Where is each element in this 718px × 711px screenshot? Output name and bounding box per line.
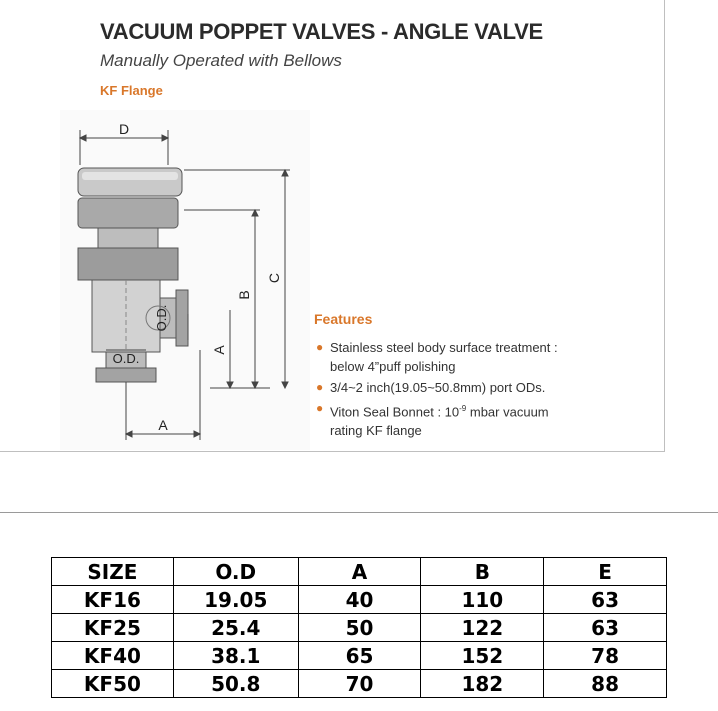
table-header-row — [52, 558, 667, 586]
table-cell: 70 — [298, 670, 421, 698]
header-od: O.D — [173, 558, 298, 586]
dim-label-c: C — [266, 272, 282, 284]
table-cell: 50.8 — [173, 670, 298, 698]
sheet-border-bottom — [0, 451, 665, 452]
table-cell: 19.05 — [173, 586, 298, 614]
table-cell: KF40 — [52, 642, 174, 670]
table-cell: 110 — [421, 586, 544, 614]
dim-label-d: D — [118, 121, 130, 137]
table-cell: 182 — [421, 670, 544, 698]
page-title: VACUUM POPPET VALVES - ANGLE VALVE — [100, 19, 543, 44]
table-cell: 65 — [298, 642, 421, 670]
table-cell: 50 — [298, 614, 421, 642]
feature-item: ● Stainless steel body surface treatment : below 4”puff polishing — [316, 340, 558, 374]
feature-item: ● 3/4~2 inch(19.05~50.8mm) port ODs. — [316, 380, 546, 395]
table-cell: 40 — [298, 586, 421, 614]
sheet-border-right — [664, 0, 665, 452]
table-cell: KF16 — [52, 586, 174, 614]
table-cell: 78 — [544, 642, 667, 670]
table-cell: 38.1 — [173, 642, 298, 670]
feature-item: ● Viton Seal Bonnet : $10^{-9}$ mbar vacuum rating KF flange — [316, 401, 549, 439]
table-cell: 63 — [544, 614, 667, 642]
dim-label-od-bottom: O.D. — [112, 351, 140, 366]
dim-label-a-vertical: A — [211, 345, 227, 355]
table-row — [52, 670, 667, 698]
table-cell: KF50 — [52, 670, 174, 698]
table-row — [52, 586, 667, 614]
header-e: E — [544, 558, 667, 586]
flange-type-label: KF Flange — [100, 83, 163, 98]
page-subtitle: Manually Operated with Bellows — [100, 51, 342, 70]
dimension-table — [51, 557, 667, 698]
bullet-icon: ● — [316, 401, 324, 415]
table-row — [52, 642, 667, 670]
bullet-icon: ● — [316, 340, 324, 354]
bullet-icon: ● — [316, 380, 324, 394]
table-cell: 122 — [421, 614, 544, 642]
table-cell: 25.4 — [173, 614, 298, 642]
header-a: A — [298, 558, 421, 586]
table-cell: 152 — [421, 642, 544, 670]
dim-label-a-horizontal: A — [158, 417, 168, 433]
table-cell: 88 — [544, 670, 667, 698]
table-cell: KF25 — [52, 614, 174, 642]
dim-label-b: B — [236, 290, 252, 300]
header-b: B — [421, 558, 544, 586]
dim-label-od-side: O.D. — [154, 304, 169, 332]
features-title: Features — [314, 311, 373, 327]
features-list — [314, 338, 574, 442]
header-size: SIZE — [52, 558, 174, 586]
section-divider — [0, 512, 718, 513]
table-cell: 63 — [544, 586, 667, 614]
valve-dimension-drawing — [60, 110, 310, 450]
table-row — [52, 614, 667, 642]
